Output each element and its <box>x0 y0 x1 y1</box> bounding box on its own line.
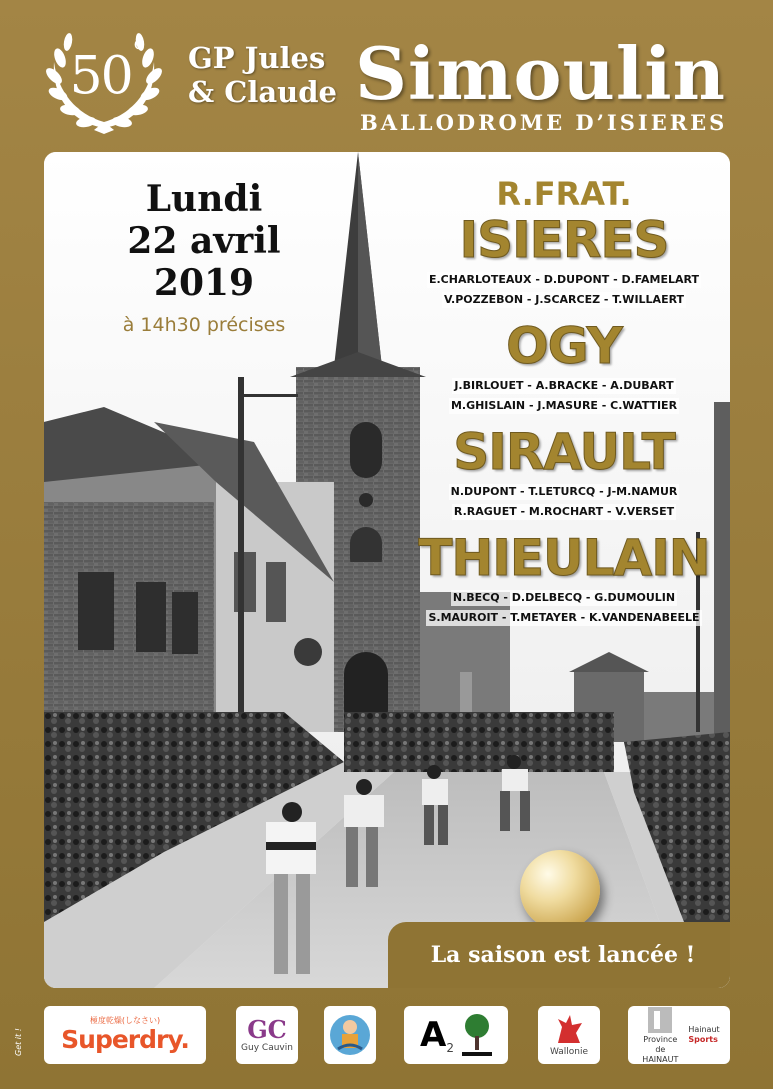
team-players-line-1: N.DUPONT - T.LETURCQ - J-M.NAMUR <box>450 485 678 498</box>
hainaut-caption: Province de HAINAUT <box>642 1035 679 1064</box>
team-players-line-1: N.BECQ - D.DELBECQ - G.DUMOULIN <box>452 591 676 604</box>
team-name: THIEULAIN <box>418 529 710 587</box>
team-list <box>404 176 724 636</box>
event-day-month: 22 avril <box>127 220 281 262</box>
sponsor-a2 <box>404 1006 508 1064</box>
venue-name: BALLODROME D’ISIERES <box>360 110 728 135</box>
mascot-icon <box>328 1011 372 1059</box>
team-players-line-2: R.RAGUET - M.ROCHART - V.VERSET <box>453 505 675 518</box>
team-players-line-2: M.GHISLAIN - J.MASURE - C.WATTIER <box>450 399 678 412</box>
team-name: SIRAULT <box>453 423 675 481</box>
event-title: Simoulin <box>355 31 726 116</box>
hainaut-line-1: Hainaut <box>688 1025 720 1034</box>
sponsor-wallonie <box>538 1006 600 1064</box>
ball-icon <box>520 850 600 930</box>
gp-line-2: & Claude <box>188 75 337 109</box>
superdry-logo: Superdry. <box>61 1025 189 1054</box>
main-panel <box>44 152 730 988</box>
hainaut-sports <box>688 1025 719 1045</box>
team-isieres <box>404 176 724 308</box>
team-name: ISIERES <box>459 211 669 269</box>
rooster-icon <box>552 1013 586 1047</box>
event-date <box>84 178 324 340</box>
team-players-line-2: S.MAUROIT - T.METAYER - K.VANDENABEELE <box>428 611 700 624</box>
sponsor-mascot <box>324 1006 376 1064</box>
slogan-banner <box>388 922 730 988</box>
guy-cauvin-name: Guy Cauvin <box>241 1042 293 1053</box>
hainaut-emblem <box>638 1006 682 1064</box>
team-name: OGY <box>506 317 622 375</box>
hainaut-logo-icon <box>646 1006 674 1035</box>
hainaut-line-2: Sports <box>688 1035 718 1044</box>
sponsor-bar <box>0 1000 773 1080</box>
a2-subscript: 2 <box>446 1041 454 1055</box>
team-prefix: R.FRAT. <box>496 175 632 213</box>
slogan-text: La saison est lancée ! <box>430 942 696 968</box>
superdry-tagline: 極度乾燥(しなさい) <box>89 1016 161 1025</box>
event-year: 2019 <box>153 262 255 304</box>
event-day: Lundi <box>145 178 263 220</box>
team-ogy <box>404 318 724 414</box>
tree-icon <box>462 1012 492 1058</box>
sponsor-guy-cauvin <box>236 1006 298 1064</box>
team-thieulain <box>404 530 724 626</box>
side-caption: Get it ! <box>14 1028 23 1056</box>
sponsor-superdry <box>44 1006 206 1064</box>
event-time: à 14h30 précises <box>122 314 286 336</box>
team-sirault <box>404 424 724 520</box>
team-players-line-2: V.POZZEBON - J.SCARCEZ - T.WILLAERT <box>443 293 685 306</box>
wallonie-name: Wallonie <box>549 1046 589 1057</box>
anniversary-number: 50e <box>69 33 143 107</box>
a2-logo: A <box>420 1015 447 1055</box>
sponsor-hainaut <box>628 1006 730 1064</box>
team-players-line-1: J.BIRLOUET - A.BRACKE - A.DUBART <box>454 379 674 392</box>
guy-cauvin-logo: GC <box>247 1014 287 1044</box>
team-players-line-1: E.CHARLOTEAUX - D.DUPONT - D.FAMELART <box>428 273 699 286</box>
gp-line-1: GP Jules <box>188 41 326 75</box>
